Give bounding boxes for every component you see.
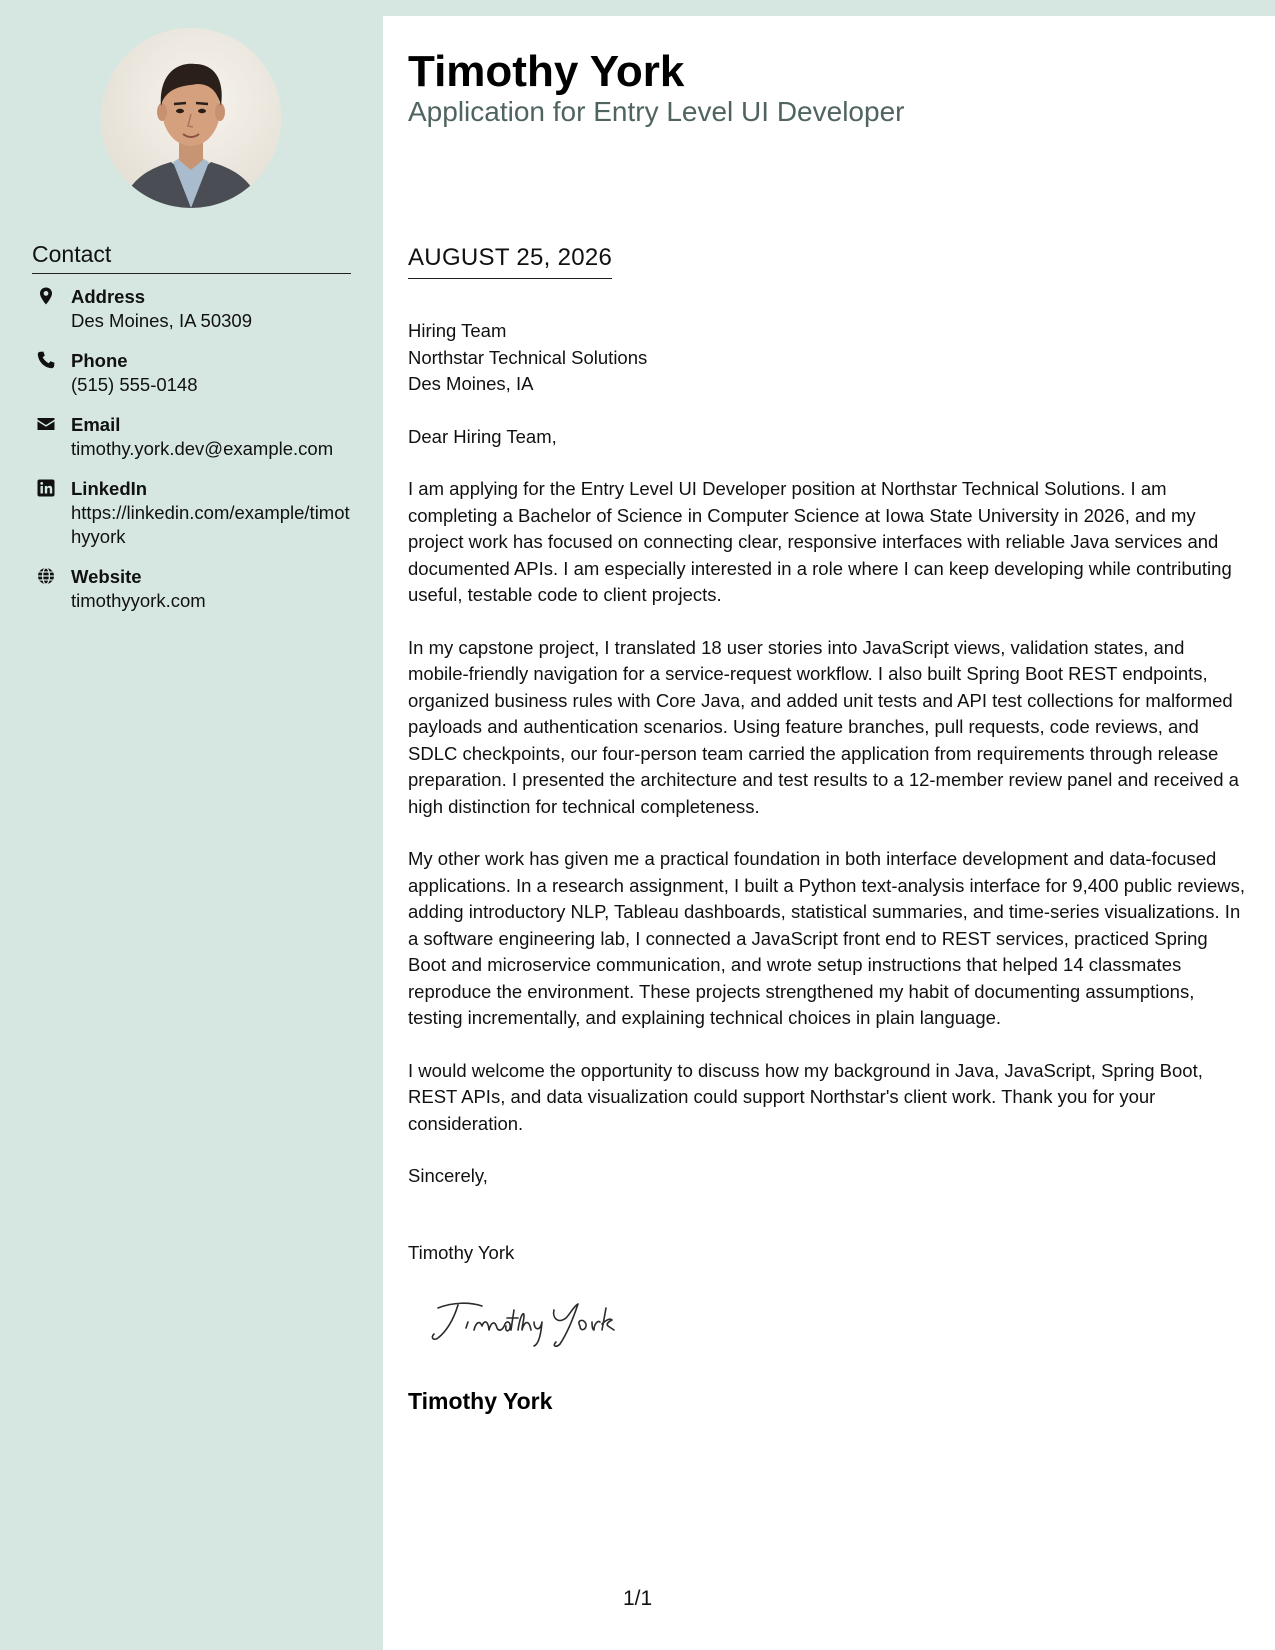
greeting: Dear Hiring Team, xyxy=(408,425,557,447)
contact-item-address xyxy=(32,285,352,333)
contact-label: Email xyxy=(71,414,121,435)
contact-heading: Contact xyxy=(32,241,351,274)
page-number: 1/1 xyxy=(623,1587,653,1610)
closing: Sincerely, xyxy=(408,1165,488,1186)
body-paragraph: In my capstone project, I translated 18 user stories into JavaScript views, validation states, and mobile-friendly navigation for a service-request workflow. I also built Spring Boot REST endpoints, organized business rules with Core Java, and added unit tests and API test collections for malformed payloads and authentication scenarios. Using feature branches, pull requests, code reviews, and SDLC checkpoints, our four-person team carried the application from requirements through release preparation. I presented the architecture and test results to a 12-member review panel and received a high distinction for technical completeness. xyxy=(408,636,1239,817)
contact-item-phone xyxy=(32,349,352,397)
contact-item-linkedin xyxy=(32,477,352,549)
contact-label: LinkedIn xyxy=(71,478,148,499)
contact-label: Address xyxy=(71,286,146,307)
typed-name: Timothy York xyxy=(408,1241,515,1263)
application-title: Application for Entry Level UI Developer xyxy=(408,96,905,127)
contact-list xyxy=(32,285,352,629)
contact-item-website xyxy=(32,565,352,613)
envelope-icon xyxy=(36,414,56,434)
body-paragraph: I would welcome the opportunity to discuss how my background in Java, JavaScript, Spring Boot, REST APIs, and data visualization could support Northstar's client work. Thank you for your consideration. xyxy=(408,1059,1203,1134)
globe-icon xyxy=(36,566,56,586)
phone-value: (515) 555-0148 xyxy=(71,374,198,395)
recipient-line: Northstar Technical Solutions xyxy=(408,346,648,368)
body-paragraph: I am applying for the Entry Level UI Developer position at Northstar Technical Solutions. I am completing a Bachelor of Science in Computer Science at Iowa State University in 2026, and my project work has focused on connecting clear, responsive interfaces with reliable Java services and documented APIs. I am especially interested in a role where I can keep developing while contributing useful, testable code to client projects. xyxy=(408,478,1232,605)
profile-photo xyxy=(101,28,281,208)
applicant-name: Timothy York xyxy=(408,47,685,96)
handwritten-signature xyxy=(408,1286,648,1356)
linkedin-value[interactable]: https://linkedin.com/example/timothyyork xyxy=(71,502,350,547)
contact-label: Website xyxy=(71,566,142,587)
phone-icon xyxy=(36,350,56,370)
linkedin-icon xyxy=(36,478,56,498)
contact-item-email xyxy=(32,413,352,461)
body-paragraph: My other work has given me a practical foundation in both interface development and data-focused applications. In a research assignment, I built a Python text-analysis interface for 9,400 public reviews, adding introductory NLP, Tableau dashboards, statistical summaries, and time-series visualizations. In a software engineering lab, I connected a JavaScript front end to REST services, practiced Spring Boot and microservice communication, and wrote setup instructions that helped 14 classmates reproduce the environment. These projects strengthened my habit of documenting assumptions, testing incrementally, and explaining technical choices in plain language. xyxy=(408,848,1246,1028)
letter-content xyxy=(408,318,1248,1266)
map-pin-icon xyxy=(36,286,56,306)
sidebar xyxy=(0,0,383,1650)
recipient-line: Hiring Team xyxy=(408,320,507,341)
letter-body xyxy=(383,16,1275,1650)
signatory-name: Timothy York xyxy=(408,1388,553,1414)
contact-label: Phone xyxy=(71,350,128,371)
letter-date: AUGUST 25, 2026 xyxy=(408,244,612,279)
address-value: Des Moines, IA 50309 xyxy=(71,310,252,331)
email-value[interactable]: timothy.york.dev@example.com xyxy=(71,438,334,459)
website-value[interactable]: timothyyork.com xyxy=(71,590,206,611)
recipient-line: Des Moines, IA xyxy=(408,373,534,394)
recipient-block xyxy=(408,318,1248,398)
